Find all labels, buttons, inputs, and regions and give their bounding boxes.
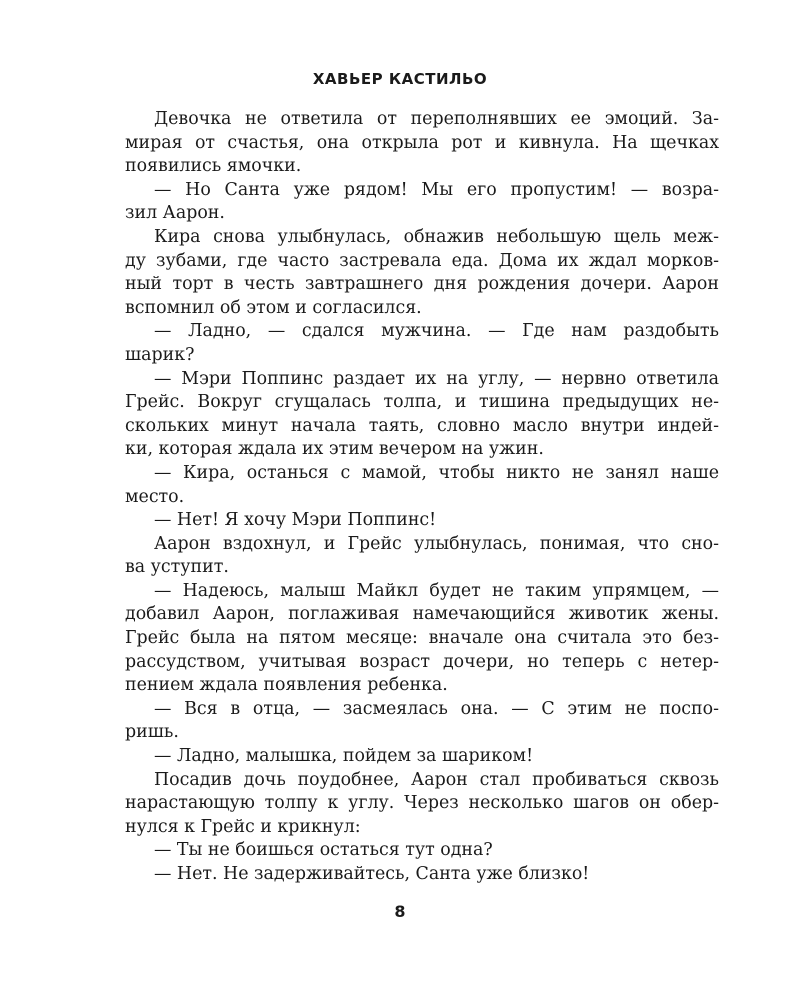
running-header-author: ХАВЬЕР КАСТИЛЬО bbox=[312, 70, 488, 88]
text-line: ный торт в честь завтрашнего дня рождения дочери. Аарон bbox=[125, 274, 719, 295]
text-line: ду зубами, где часто застревала еда. Дома их ждал морков- bbox=[125, 250, 719, 271]
text-line: Грейс. Вокруг сгущалась толпа, и тишина предыдущих не- bbox=[125, 392, 719, 413]
text-line: — Надеюсь, малыш Майкл будет не таким упрямцем, — bbox=[154, 580, 719, 601]
text-line: скольких минут начала таять, словно масло внутри индей- bbox=[125, 415, 719, 436]
text-line: ришь. bbox=[125, 722, 179, 743]
text-line: — Ладно, малышка, пойдем за шариком! bbox=[154, 746, 534, 767]
text-line: Кира снова улыбнулась, обнажив небольшую щель меж- bbox=[154, 226, 719, 247]
text-line: — Ладно, — сдался мужчина. — Где нам раздобыть bbox=[154, 321, 719, 342]
text-line: нулся к Грейс и крикнул: bbox=[125, 816, 361, 837]
text-line: нарастающую толпу к углу. Через несколько шагов он обер- bbox=[125, 793, 719, 814]
text-line: — Кира, останься с мамой, чтобы никто не занял наше bbox=[154, 462, 719, 483]
text-line: место. bbox=[125, 486, 185, 507]
text-line: вспомнил об этом и согласился. bbox=[125, 297, 422, 318]
text-line: мирая от счастья, она открыла рот и кивнула. На щечках bbox=[125, 132, 719, 153]
text-line: ва уступит. bbox=[125, 557, 229, 578]
text-line: — Нет! Я хочу Мэри Поппинс! bbox=[154, 510, 437, 531]
page-number: 8 bbox=[394, 902, 406, 921]
text-line: — Вся в отца, — засмеялась она. — С этим не поспо- bbox=[154, 698, 719, 719]
text-line: появились ямочки. bbox=[125, 156, 302, 177]
text-line: — Нет. Не задерживайтесь, Санта уже близко! bbox=[154, 864, 590, 884]
text-line: добавил Аарон, поглаживая намечающийся животик жены. bbox=[125, 604, 719, 625]
text-line: Грейс была на пятом месяце: вначале она считала это без- bbox=[125, 628, 719, 649]
text-line: ки, которая ждала их этим вечером на ужин. bbox=[125, 439, 544, 460]
text-line: шарик? bbox=[125, 344, 195, 365]
text-line: пением ждала появления ребенка. bbox=[125, 675, 448, 696]
body-text bbox=[125, 108, 719, 887]
text-line: Аарон вздохнул, и Грейс улыбнулась, понимая, что сно- bbox=[154, 533, 719, 554]
text-line: рассудством, учитывая возраст дочери, но теперь с нетер- bbox=[125, 651, 719, 672]
text-line: — Ты не боишься остаться тут одна? bbox=[154, 840, 493, 861]
text-line: Посадив дочь поудобнее, Аарон стал пробиваться сквозь bbox=[154, 769, 719, 790]
text-line: — Но Санта уже рядом! Мы его пропустим! — возра- bbox=[154, 179, 719, 200]
text-line: зил Аарон. bbox=[125, 203, 225, 224]
text-line: — Мэри Поппинс раздает их на углу, — нервно ответила bbox=[154, 368, 719, 389]
text-line: Девочка не ответила от переполнявших ее эмоций. За- bbox=[154, 109, 719, 129]
